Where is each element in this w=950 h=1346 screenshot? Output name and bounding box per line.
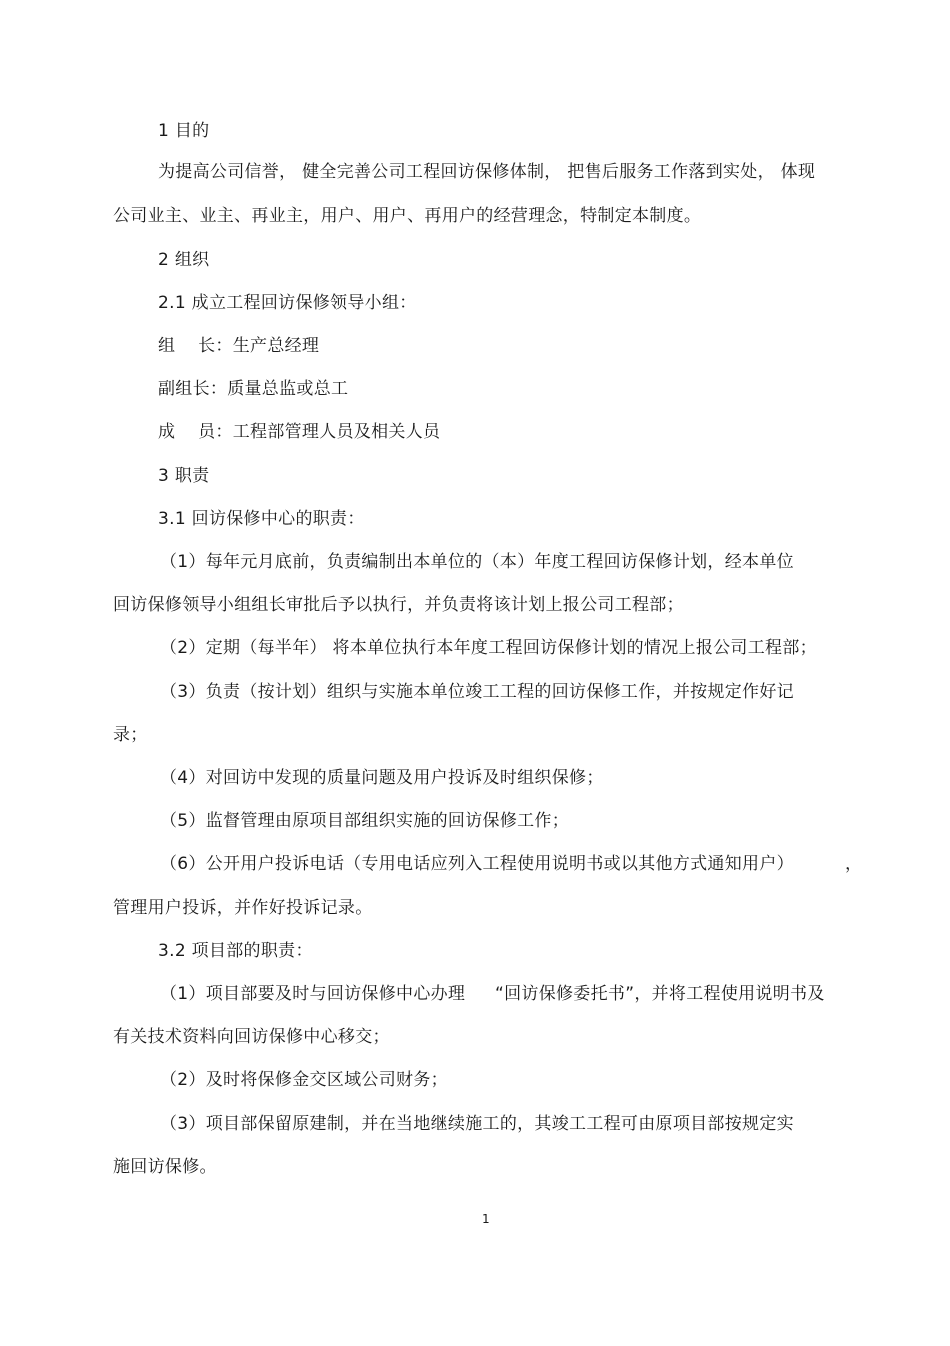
duty-3-2-item-3-line-1: （3）项目部保留原建制，并在当地继续施工的，其竣工工程可由原项目部按规定实 <box>160 1114 794 1134</box>
section-3-heading: 3 职责 <box>158 466 210 486</box>
duty-3-2-item-1-line-1-b: “回访保修委托书”，并将工程使用说明书及 <box>495 984 825 1004</box>
duty-3-1-item-6-comma: ， <box>845 854 863 874</box>
member-members: 成 员：工程部管理人员及相关人员 <box>158 422 441 442</box>
section-3-2-heading: 3.2 项目部的职责： <box>158 941 313 961</box>
duty-3-1-item-5: （5）监督管理由原项目部组织实施的回访保修工作； <box>160 811 570 831</box>
duty-3-2-item-3-line-2: 施回访保修。 <box>113 1157 217 1177</box>
duty-3-1-item-6-line-2: 管理用户投诉，并作好投诉记录。 <box>113 898 373 918</box>
duty-3-1-item-6-line-1: （6）公开用户投诉电话（专用电话应列入工程使用说明书或以其他方式通知用户） <box>160 854 794 874</box>
member-deputy-leader: 副组长：质量总监或总工 <box>158 379 349 399</box>
duty-3-2-item-1-line-1-a: （1）项目部要及时与回访保修中心办理 <box>160 984 466 1004</box>
section-1-heading: 1 目的 <box>158 121 210 141</box>
duty-3-2-item-1-line-2: 有关技术资料向回访保修中心移交； <box>113 1027 390 1047</box>
duty-3-2-item-2: （2）及时将保修金交区域公司财务； <box>160 1070 448 1090</box>
duty-3-1-item-4: （4）对回访中发现的质量问题及用户投诉及时组织保修； <box>160 768 604 788</box>
duty-3-1-item-1-line-1: （1）每年元月底前，负责编制出本单位的（本）年度工程回访保修计划，经本单位 <box>160 552 794 572</box>
duty-3-1-item-3-line-2: 录； <box>113 725 148 745</box>
duty-3-1-item-1-line-2: 回访保修领导小组组长审批后予以执行，并负责将该计划上报公司工程部； <box>113 595 684 615</box>
section-1-paragraph-line-2: 公司业主、业主、再业主，用户、用户、再用户的经营理念，特制定本制度。 <box>113 206 702 226</box>
section-2-1-heading: 2.1 成立工程回访保修领导小组： <box>158 293 417 313</box>
section-3-1-heading: 3.1 回访保修中心的职责： <box>158 509 365 529</box>
section-2-heading: 2 组织 <box>158 250 210 270</box>
section-1-paragraph-line-1: 为提高公司信誉， 健全完善公司工程回访保修体制， 把售后服务工作落到实处， 体现 <box>158 162 816 182</box>
member-leader: 组 长：生产总经理 <box>158 336 320 356</box>
duty-3-1-item-3-line-1: （3）负责（按计划）组织与实施本单位竣工工程的回访保修工作，并按规定作好记 <box>160 682 794 702</box>
duty-3-1-item-2: （2）定期（每半年） 将本单位执行本年度工程回访保修计划的情况上报公司工程部； <box>160 638 817 658</box>
page-number: 1 <box>482 1212 490 1226</box>
